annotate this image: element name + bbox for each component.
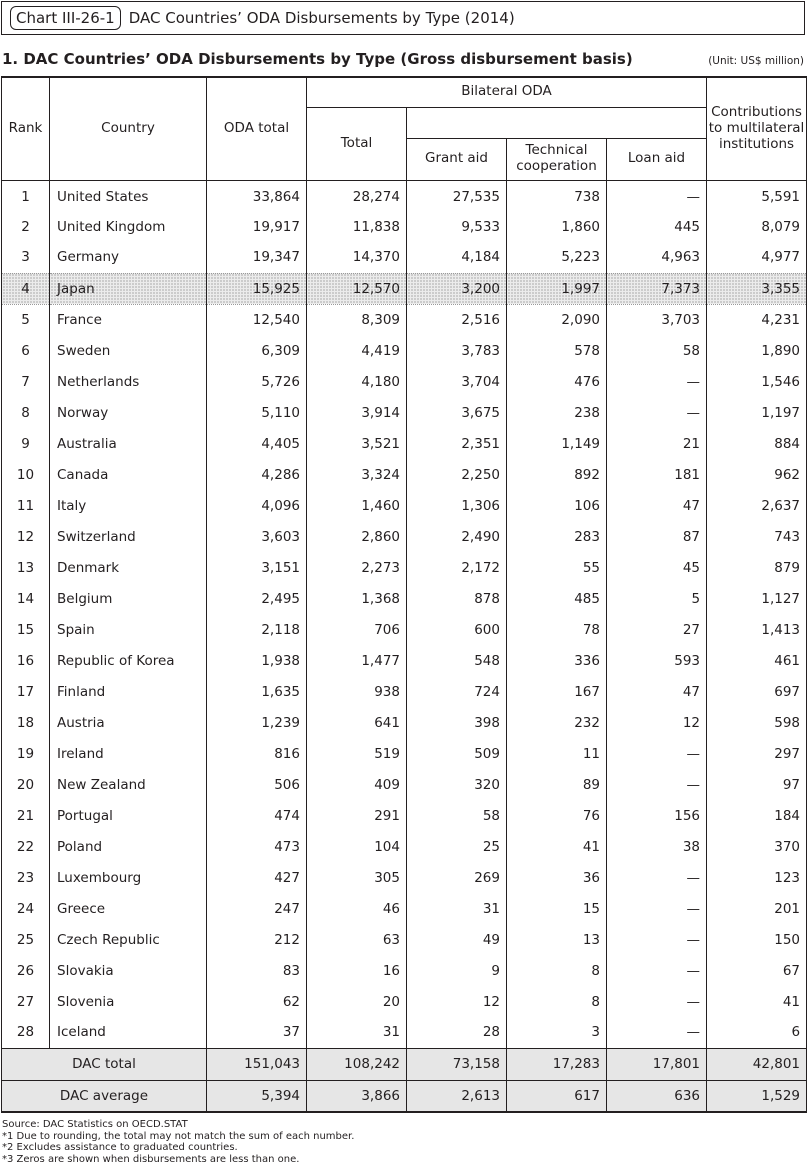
cell-technical: 36 <box>507 862 607 893</box>
cell-oda-total: 816 <box>207 738 307 769</box>
cell-country: Greece <box>50 893 207 924</box>
cell-bilateral-total: 3,914 <box>307 397 407 428</box>
cell-grant-aid: 28 <box>407 1017 507 1048</box>
section-subtitle: 1. DAC Countries’ ODA Disbursements by Type (Gross disbursement basis) <box>2 50 633 68</box>
cell-country: Switzerland <box>50 521 207 552</box>
cell-grant-aid: 2,516 <box>407 304 507 335</box>
cell-technical: 3 <box>507 1017 607 1048</box>
cell-grant-aid: 1,306 <box>407 490 507 521</box>
cell-bilateral-total: 20 <box>307 986 407 1017</box>
cell-technical: 738 <box>507 180 607 211</box>
cell-rank: 6 <box>2 335 50 366</box>
total-label: DAC total <box>2 1048 207 1080</box>
table-row <box>2 738 807 769</box>
cell-loan-aid: 47 <box>607 490 707 521</box>
header-grant-aid: Grant aid <box>407 138 507 180</box>
cell-country: Denmark <box>50 552 207 583</box>
cell-oda-total: 5,110 <box>207 397 307 428</box>
cell-multilateral: 3,355 <box>707 273 807 304</box>
cell-multilateral: 4,231 <box>707 304 807 335</box>
cell-loan-aid: — <box>607 955 707 986</box>
cell-rank: 18 <box>2 707 50 738</box>
cell-multilateral: 1,890 <box>707 335 807 366</box>
cell-technical: 89 <box>507 769 607 800</box>
cell-rank: 26 <box>2 955 50 986</box>
cell-technical: 5,223 <box>507 242 607 273</box>
cell-oda-total: 506 <box>207 769 307 800</box>
cell-rank: 4 <box>2 273 50 304</box>
cell-grant-aid: 3,704 <box>407 366 507 397</box>
cell-country: Luxembourg <box>50 862 207 893</box>
cell-loan-aid: — <box>607 180 707 211</box>
header-bilateral-total: Total <box>307 107 407 180</box>
cell-loan-aid: 156 <box>607 800 707 831</box>
table-row <box>2 521 807 552</box>
cell-multilateral: 150 <box>707 924 807 955</box>
cell-multilateral: 2,637 <box>707 490 807 521</box>
cell-multilateral: 4,977 <box>707 242 807 273</box>
cell-multilateral: 6 <box>707 1017 807 1048</box>
cell-rank: 19 <box>2 738 50 769</box>
total-value: 17,801 <box>607 1048 707 1080</box>
cell-bilateral-total: 409 <box>307 769 407 800</box>
cell-oda-total: 15,925 <box>207 273 307 304</box>
cell-loan-aid: 593 <box>607 645 707 676</box>
table-row <box>2 366 807 397</box>
cell-rank: 10 <box>2 459 50 490</box>
cell-oda-total: 474 <box>207 800 307 831</box>
cell-technical: 15 <box>507 893 607 924</box>
cell-bilateral-total: 706 <box>307 614 407 645</box>
cell-rank: 23 <box>2 862 50 893</box>
cell-rank: 25 <box>2 924 50 955</box>
table-row <box>2 955 807 986</box>
cell-country: Norway <box>50 397 207 428</box>
cell-rank: 14 <box>2 583 50 614</box>
table-row <box>2 273 807 304</box>
cell-loan-aid: 45 <box>607 552 707 583</box>
table-row <box>2 924 807 955</box>
cell-loan-aid: — <box>607 893 707 924</box>
note-source: Source: DAC Statistics on OECD.STAT <box>2 1119 188 1130</box>
table-row <box>2 490 807 521</box>
cell-country: Ireland <box>50 738 207 769</box>
note-2: *2 Excludes assistance to graduated countries. <box>2 1142 238 1153</box>
cell-multilateral: 1,413 <box>707 614 807 645</box>
chart-title-box <box>1 1 805 35</box>
cell-multilateral: 879 <box>707 552 807 583</box>
cell-bilateral-total: 4,419 <box>307 335 407 366</box>
cell-loan-aid: 21 <box>607 428 707 459</box>
cell-oda-total: 37 <box>207 1017 307 1048</box>
cell-grant-aid: 9,533 <box>407 211 507 242</box>
cell-loan-aid: 5 <box>607 583 707 614</box>
note-1: *1 Due to rounding, the total may not match the sum of each number. <box>2 1130 355 1142</box>
cell-grant-aid: 49 <box>407 924 507 955</box>
cell-oda-total: 247 <box>207 893 307 924</box>
total-value: 2,613 <box>407 1080 507 1112</box>
cell-country: Portugal <box>50 800 207 831</box>
table-row <box>2 893 807 924</box>
table-row <box>2 769 807 800</box>
cell-oda-total: 83 <box>207 955 307 986</box>
cell-grant-aid: 12 <box>407 986 507 1017</box>
cell-grant-aid: 4,184 <box>407 242 507 273</box>
cell-multilateral: 41 <box>707 986 807 1017</box>
cell-grant-aid: 548 <box>407 645 507 676</box>
cell-grant-aid: 600 <box>407 614 507 645</box>
table-row <box>2 862 807 893</box>
total-value: 1,529 <box>707 1080 807 1112</box>
note-3: *3 Zeros are shown when disbursements are less than one. <box>2 1153 300 1165</box>
cell-loan-aid: 7,373 <box>607 273 707 304</box>
cell-country: Canada <box>50 459 207 490</box>
cell-loan-aid: 12 <box>607 707 707 738</box>
cell-loan-aid: 47 <box>607 676 707 707</box>
cell-technical: 11 <box>507 738 607 769</box>
cell-bilateral-total: 31 <box>307 1017 407 1048</box>
cell-country: United States <box>50 180 207 211</box>
cell-multilateral: 962 <box>707 459 807 490</box>
cell-rank: 17 <box>2 676 50 707</box>
cell-oda-total: 5,726 <box>207 366 307 397</box>
table-row <box>2 676 807 707</box>
cell-multilateral: 297 <box>707 738 807 769</box>
total-value: 151,043 <box>207 1048 307 1080</box>
cell-rank: 9 <box>2 428 50 459</box>
cell-oda-total: 427 <box>207 862 307 893</box>
cell-oda-total: 1,635 <box>207 676 307 707</box>
cell-rank: 15 <box>2 614 50 645</box>
notes <box>2 1119 354 1165</box>
total-value: 108,242 <box>307 1048 407 1080</box>
cell-bilateral-total: 1,460 <box>307 490 407 521</box>
cell-rank: 27 <box>2 986 50 1017</box>
cell-bilateral-total: 104 <box>307 831 407 862</box>
total-value: 73,158 <box>407 1048 507 1080</box>
cell-rank: 11 <box>2 490 50 521</box>
table-row <box>2 335 807 366</box>
cell-multilateral: 67 <box>707 955 807 986</box>
cell-multilateral: 598 <box>707 707 807 738</box>
table-row <box>2 211 807 242</box>
total-value: 617 <box>507 1080 607 1112</box>
total-value: 3,866 <box>307 1080 407 1112</box>
cell-country: Poland <box>50 831 207 862</box>
cell-bilateral-total: 1,368 <box>307 583 407 614</box>
cell-loan-aid: 38 <box>607 831 707 862</box>
cell-grant-aid: 9 <box>407 955 507 986</box>
cell-bilateral-total: 2,273 <box>307 552 407 583</box>
cell-technical: 232 <box>507 707 607 738</box>
cell-bilateral-total: 63 <box>307 924 407 955</box>
cell-bilateral-total: 2,860 <box>307 521 407 552</box>
cell-loan-aid: — <box>607 397 707 428</box>
cell-rank: 20 <box>2 769 50 800</box>
total-value: 5,394 <box>207 1080 307 1112</box>
cell-country: Germany <box>50 242 207 273</box>
cell-oda-total: 1,938 <box>207 645 307 676</box>
cell-grant-aid: 27,535 <box>407 180 507 211</box>
table-row <box>2 583 807 614</box>
cell-country: Slovenia <box>50 986 207 1017</box>
cell-loan-aid: — <box>607 862 707 893</box>
cell-loan-aid: 4,963 <box>607 242 707 273</box>
cell-bilateral-total: 938 <box>307 676 407 707</box>
cell-bilateral-total: 3,521 <box>307 428 407 459</box>
chart-title: DAC Countries’ ODA Disbursements by Type (2014) <box>128 9 515 27</box>
unit-label: (Unit: US$ million) <box>708 55 804 67</box>
cell-country: Czech Republic <box>50 924 207 955</box>
table-row <box>2 645 807 676</box>
cell-oda-total: 19,917 <box>207 211 307 242</box>
table-row <box>2 614 807 645</box>
cell-loan-aid: 27 <box>607 614 707 645</box>
total-row <box>2 1048 807 1080</box>
cell-country: Iceland <box>50 1017 207 1048</box>
cell-rank: 1 <box>2 180 50 211</box>
cell-multilateral: 123 <box>707 862 807 893</box>
cell-rank: 13 <box>2 552 50 583</box>
cell-technical: 106 <box>507 490 607 521</box>
cell-bilateral-total: 14,370 <box>307 242 407 273</box>
cell-bilateral-total: 291 <box>307 800 407 831</box>
table-body <box>2 180 807 1048</box>
cell-multilateral: 743 <box>707 521 807 552</box>
cell-oda-total: 3,603 <box>207 521 307 552</box>
cell-rank: 5 <box>2 304 50 335</box>
cell-loan-aid: — <box>607 769 707 800</box>
cell-multilateral: 97 <box>707 769 807 800</box>
table-row <box>2 397 807 428</box>
table-row <box>2 428 807 459</box>
table-row <box>2 242 807 273</box>
cell-bilateral-total: 46 <box>307 893 407 924</box>
cell-technical: 892 <box>507 459 607 490</box>
total-value: 636 <box>607 1080 707 1112</box>
cell-technical: 8 <box>507 955 607 986</box>
table-row <box>2 552 807 583</box>
cell-bilateral-total: 3,324 <box>307 459 407 490</box>
total-value: 42,801 <box>707 1048 807 1080</box>
cell-rank: 22 <box>2 831 50 862</box>
oda-table <box>1 76 807 1113</box>
cell-grant-aid: 3,675 <box>407 397 507 428</box>
cell-technical: 167 <box>507 676 607 707</box>
cell-oda-total: 212 <box>207 924 307 955</box>
cell-country: Belgium <box>50 583 207 614</box>
cell-oda-total: 4,405 <box>207 428 307 459</box>
cell-technical: 476 <box>507 366 607 397</box>
header-technical: Technical cooperation <box>507 138 607 180</box>
cell-country: France <box>50 304 207 335</box>
cell-grant-aid: 3,200 <box>407 273 507 304</box>
table-row <box>2 986 807 1017</box>
cell-rank: 12 <box>2 521 50 552</box>
cell-rank: 24 <box>2 893 50 924</box>
cell-technical: 2,090 <box>507 304 607 335</box>
cell-loan-aid: — <box>607 1017 707 1048</box>
cell-grant-aid: 398 <box>407 707 507 738</box>
cell-technical: 55 <box>507 552 607 583</box>
cell-country: Slovakia <box>50 955 207 986</box>
cell-technical: 8 <box>507 986 607 1017</box>
cell-bilateral-total: 4,180 <box>307 366 407 397</box>
cell-grant-aid: 2,351 <box>407 428 507 459</box>
cell-oda-total: 4,096 <box>207 490 307 521</box>
total-value: 17,283 <box>507 1048 607 1080</box>
cell-oda-total: 3,151 <box>207 552 307 583</box>
cell-grant-aid: 2,490 <box>407 521 507 552</box>
table-row <box>2 459 807 490</box>
cell-grant-aid: 509 <box>407 738 507 769</box>
cell-bilateral-total: 12,570 <box>307 273 407 304</box>
cell-grant-aid: 2,250 <box>407 459 507 490</box>
cell-grant-aid: 724 <box>407 676 507 707</box>
cell-technical: 578 <box>507 335 607 366</box>
table-row <box>2 180 807 211</box>
cell-country: Republic of Korea <box>50 645 207 676</box>
cell-loan-aid: 58 <box>607 335 707 366</box>
cell-grant-aid: 2,172 <box>407 552 507 583</box>
cell-technical: 336 <box>507 645 607 676</box>
cell-oda-total: 1,239 <box>207 707 307 738</box>
cell-technical: 1,860 <box>507 211 607 242</box>
cell-rank: 16 <box>2 645 50 676</box>
cell-loan-aid: — <box>607 738 707 769</box>
cell-technical: 485 <box>507 583 607 614</box>
table-footer <box>2 1048 807 1112</box>
cell-multilateral: 5,591 <box>707 180 807 211</box>
cell-oda-total: 19,347 <box>207 242 307 273</box>
cell-loan-aid: — <box>607 986 707 1017</box>
cell-loan-aid: 181 <box>607 459 707 490</box>
cell-country: Austria <box>50 707 207 738</box>
cell-grant-aid: 58 <box>407 800 507 831</box>
cell-loan-aid: 445 <box>607 211 707 242</box>
cell-country: New Zealand <box>50 769 207 800</box>
cell-rank: 7 <box>2 366 50 397</box>
cell-loan-aid: — <box>607 366 707 397</box>
header-spacer <box>407 107 707 138</box>
cell-grant-aid: 31 <box>407 893 507 924</box>
chart-tag: Chart III-26-1 <box>10 6 121 30</box>
cell-rank: 8 <box>2 397 50 428</box>
header-loan-aid: Loan aid <box>607 138 707 180</box>
cell-bilateral-total: 1,477 <box>307 645 407 676</box>
cell-multilateral: 1,546 <box>707 366 807 397</box>
total-row <box>2 1080 807 1112</box>
header-multilateral: Contributions to multilateral institutions <box>707 77 807 180</box>
cell-technical: 76 <box>507 800 607 831</box>
cell-multilateral: 184 <box>707 800 807 831</box>
table-row <box>2 304 807 335</box>
cell-multilateral: 884 <box>707 428 807 459</box>
cell-oda-total: 2,118 <box>207 614 307 645</box>
cell-bilateral-total: 641 <box>307 707 407 738</box>
total-label: DAC average <box>2 1080 207 1112</box>
table-row <box>2 800 807 831</box>
cell-multilateral: 1,127 <box>707 583 807 614</box>
cell-country: Italy <box>50 490 207 521</box>
header-oda-total: ODA total <box>207 77 307 180</box>
table-row <box>2 707 807 738</box>
cell-oda-total: 62 <box>207 986 307 1017</box>
cell-grant-aid: 320 <box>407 769 507 800</box>
header-country: Country <box>50 77 207 180</box>
cell-bilateral-total: 8,309 <box>307 304 407 335</box>
cell-country: Japan <box>50 273 207 304</box>
cell-multilateral: 697 <box>707 676 807 707</box>
cell-multilateral: 461 <box>707 645 807 676</box>
cell-country: Australia <box>50 428 207 459</box>
cell-rank: 3 <box>2 242 50 273</box>
cell-country: Spain <box>50 614 207 645</box>
cell-technical: 78 <box>507 614 607 645</box>
cell-grant-aid: 25 <box>407 831 507 862</box>
cell-oda-total: 4,286 <box>207 459 307 490</box>
cell-oda-total: 2,495 <box>207 583 307 614</box>
cell-oda-total: 6,309 <box>207 335 307 366</box>
cell-oda-total: 473 <box>207 831 307 862</box>
cell-technical: 13 <box>507 924 607 955</box>
cell-bilateral-total: 28,274 <box>307 180 407 211</box>
cell-grant-aid: 269 <box>407 862 507 893</box>
cell-technical: 283 <box>507 521 607 552</box>
cell-bilateral-total: 11,838 <box>307 211 407 242</box>
cell-technical: 1,149 <box>507 428 607 459</box>
cell-multilateral: 1,197 <box>707 397 807 428</box>
table-row <box>2 831 807 862</box>
header-bilateral-oda: Bilateral ODA <box>307 77 707 107</box>
cell-country: Finland <box>50 676 207 707</box>
header-rank: Rank <box>2 77 50 180</box>
cell-loan-aid: — <box>607 924 707 955</box>
cell-bilateral-total: 16 <box>307 955 407 986</box>
cell-grant-aid: 878 <box>407 583 507 614</box>
cell-rank: 21 <box>2 800 50 831</box>
cell-multilateral: 370 <box>707 831 807 862</box>
cell-country: United Kingdom <box>50 211 207 242</box>
cell-country: Sweden <box>50 335 207 366</box>
table-row <box>2 1017 807 1048</box>
cell-oda-total: 12,540 <box>207 304 307 335</box>
cell-oda-total: 33,864 <box>207 180 307 211</box>
cell-loan-aid: 87 <box>607 521 707 552</box>
cell-technical: 41 <box>507 831 607 862</box>
cell-multilateral: 201 <box>707 893 807 924</box>
cell-bilateral-total: 305 <box>307 862 407 893</box>
cell-bilateral-total: 519 <box>307 738 407 769</box>
cell-grant-aid: 3,783 <box>407 335 507 366</box>
cell-rank: 2 <box>2 211 50 242</box>
cell-technical: 1,997 <box>507 273 607 304</box>
cell-loan-aid: 3,703 <box>607 304 707 335</box>
cell-multilateral: 8,079 <box>707 211 807 242</box>
cell-rank: 28 <box>2 1017 50 1048</box>
cell-technical: 238 <box>507 397 607 428</box>
cell-country: Netherlands <box>50 366 207 397</box>
